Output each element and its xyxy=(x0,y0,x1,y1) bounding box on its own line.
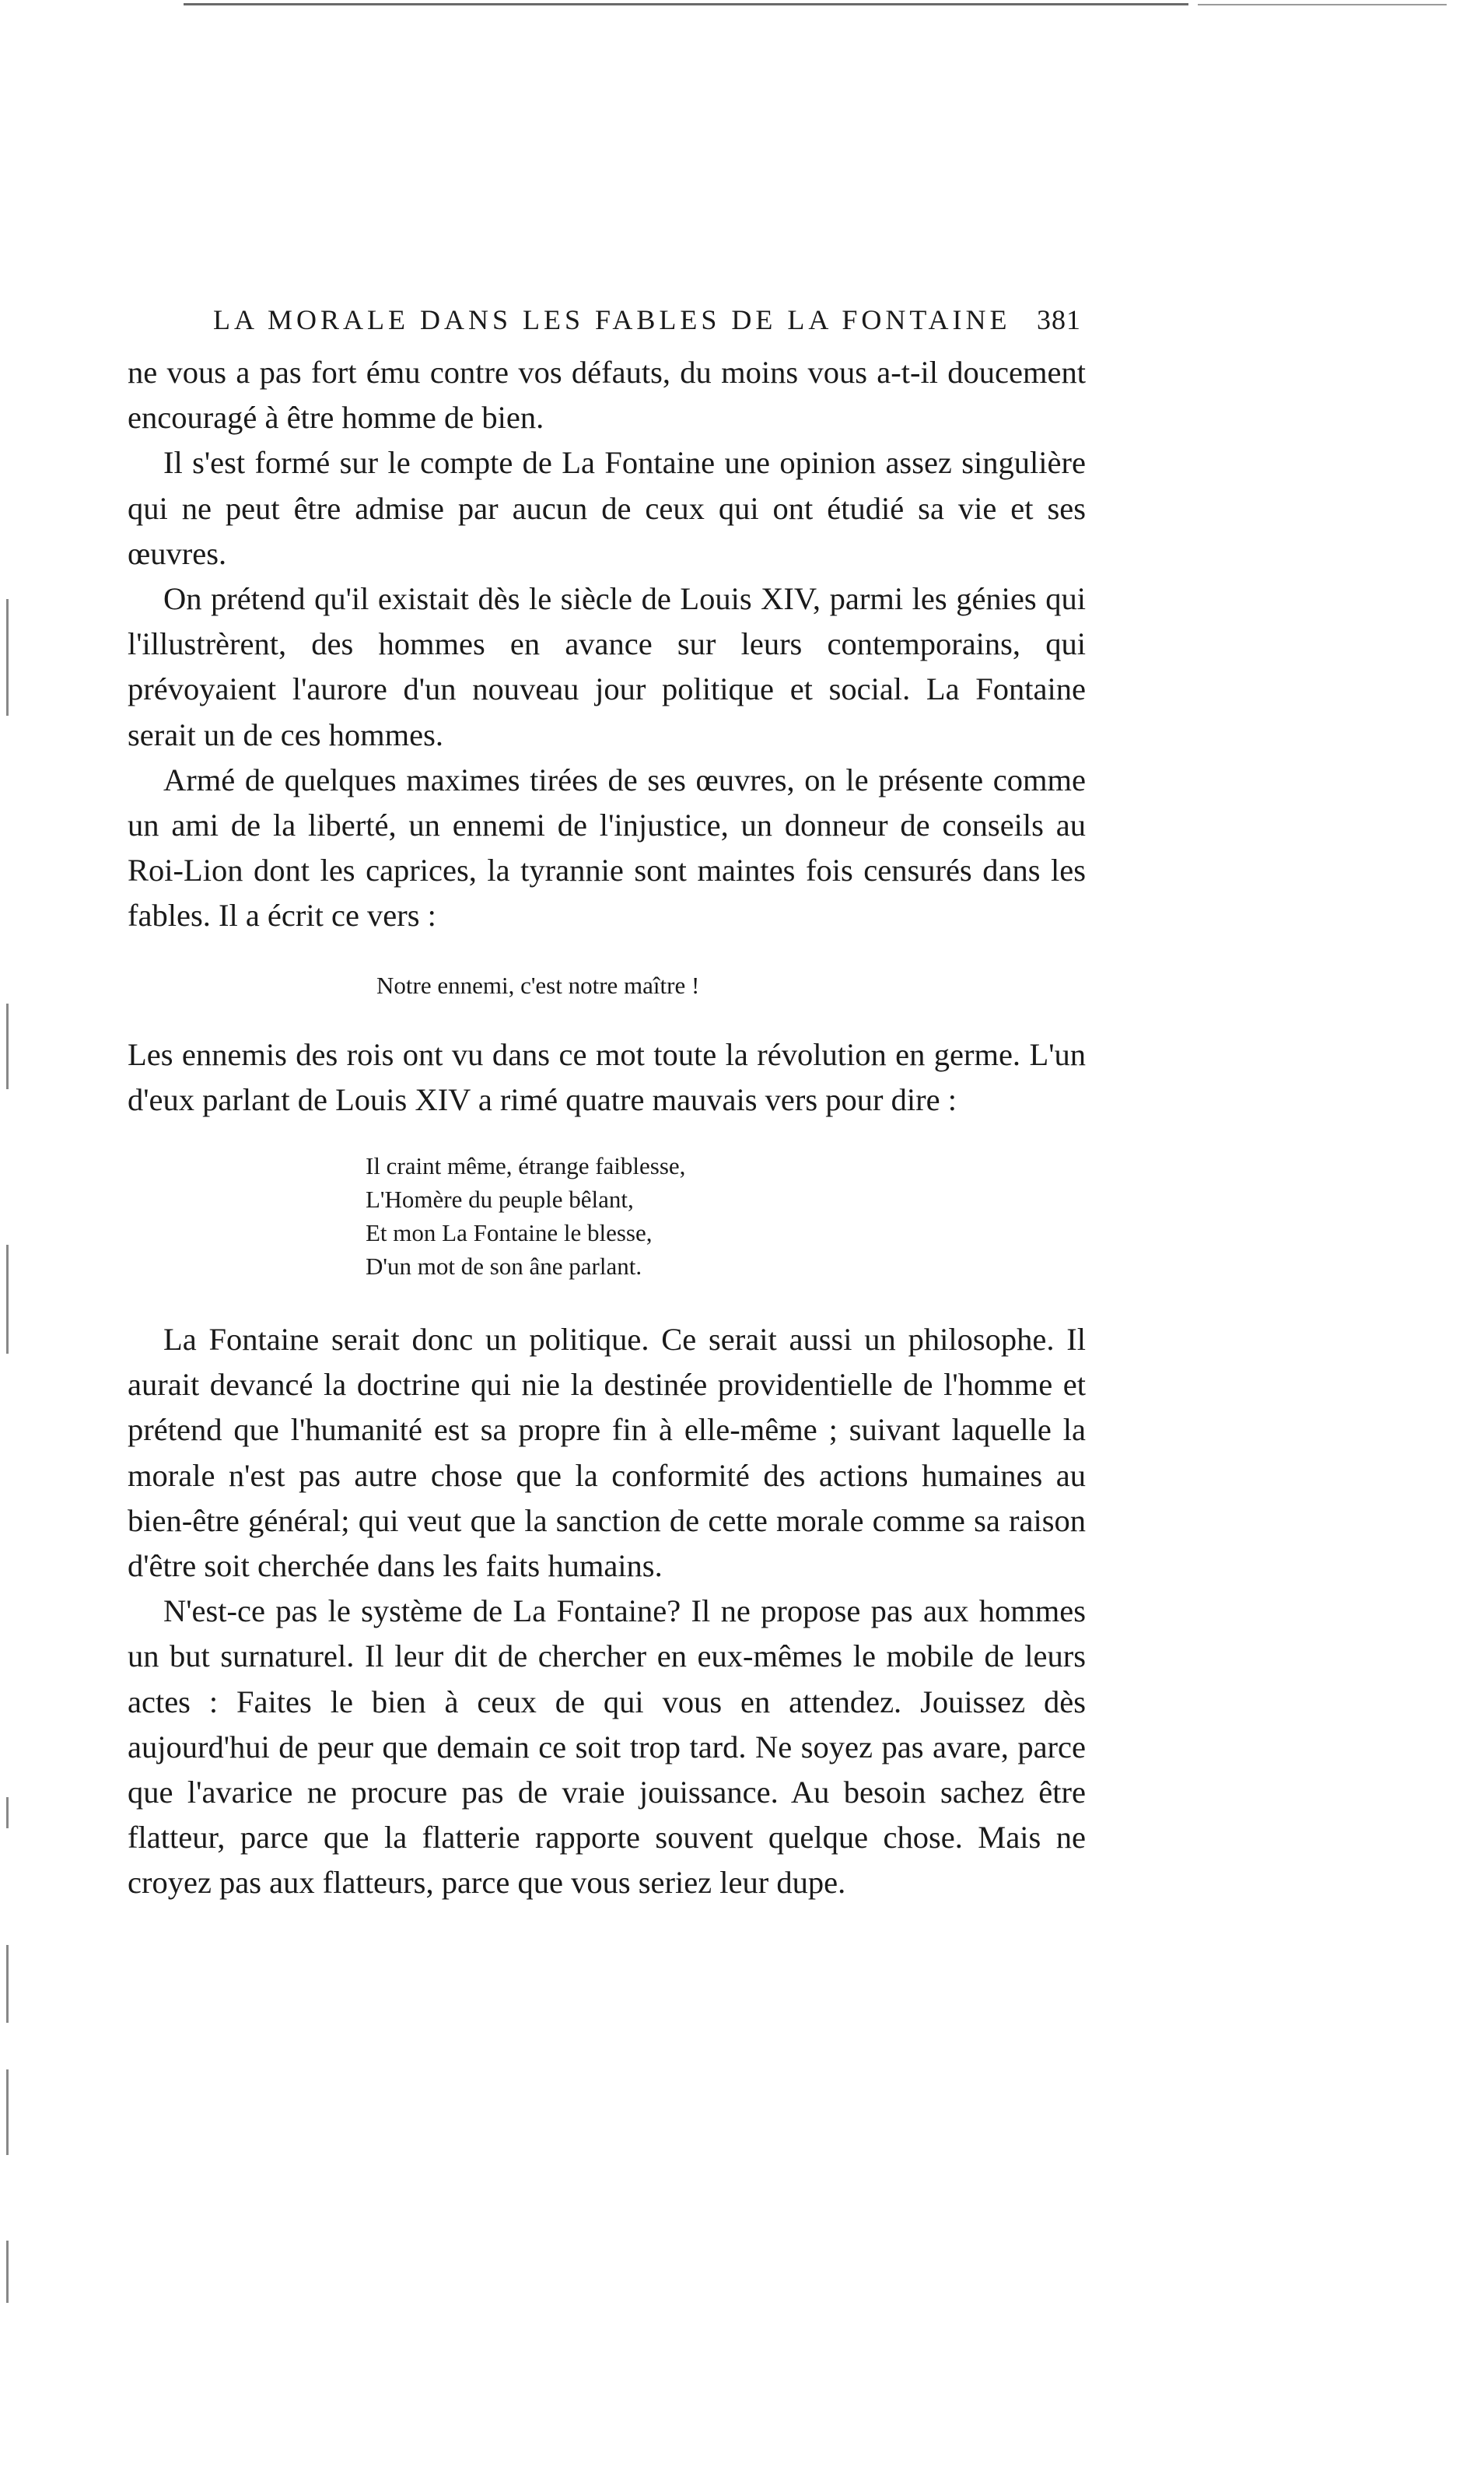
scan-margin-mark xyxy=(6,1797,9,1828)
running-head xyxy=(128,303,1086,341)
quoted-verse: Notre ennemi, c'est notre maître ! xyxy=(376,971,700,999)
paragraph: La Fontaine serait donc un politique. Ce serait aussi un philosophe. Il aurait devancé la doctrine qui nie la destinée providentielle de l'homme et prétend que l'humanité est sa propre fin à elle-même ; suivant laquelle la morale n'est pas autre chose que la conformité des actions humaines au bien-être général; qui veut que la sanction de cette morale comme sa raison d'être soit cherchée dans les faits humains. xyxy=(128,1322,1086,1584)
scan-margin-mark xyxy=(6,2069,9,2155)
scan-margin-mark xyxy=(6,1945,9,2023)
paragraph: Il s'est formé sur le compte de La Fontaine une opinion assez singulière qui ne peut être admise par aucun de ceux qui ont étudié sa vie et ses œuvres. xyxy=(128,445,1086,571)
paragraph-continued: ne vous a pas fort ému contre vos défauts, du moins vous a-t-il doucement encouragé à être homme de bien. xyxy=(128,355,1086,436)
verse-line: Et mon La Fontaine le blesse, xyxy=(366,1219,653,1247)
paragraph: Armé de quelques maximes tirées de ses œuvres, on le présente comme un ami de la liberté, un ennemi de l'injustice, un donneur de conseils au Roi-Lion dont les caprices, la tyrannie sont maintes fois censurés dans les fables. Il a écrit ce vers : xyxy=(128,762,1086,934)
running-title: LA MORALE DANS LES FABLES DE LA FONTAINE xyxy=(213,304,1011,335)
scan-top-rule-right xyxy=(1198,4,1447,5)
book-page xyxy=(128,303,1086,1906)
paragraph: On prétend qu'il existait dès le siècle de Louis XIV, parmi les génies qui l'illustrèrent, des hommes en avance sur leurs contemporains, qui prévoyaient l'aurore d'un nouveau jour politique et social. La Fontaine serait un de ces hommes. xyxy=(128,581,1086,752)
scan-margin-mark xyxy=(6,2241,9,2303)
verse-line: L'Homère du peuple bêlant, xyxy=(366,1186,634,1214)
scan-margin-mark xyxy=(6,1004,9,1089)
paragraph: Les ennemis des rois ont vu dans ce mot toute la révolution en germe. L'un d'eux parlant de Louis XIV a rimé quatre mauvais vers pour dire : xyxy=(128,1036,1086,1117)
page-number: 381 xyxy=(1037,304,1081,335)
verse-line: D'un mot de son âne parlant. xyxy=(366,1253,642,1281)
verse-block xyxy=(366,1149,1086,1283)
scan-top-rule xyxy=(184,3,1188,5)
scan-margin-mark xyxy=(6,1245,9,1354)
verse-line: Il craint même, étrange faiblesse, xyxy=(366,1152,686,1180)
paragraph: N'est-ce pas le système de La Fontaine? Il ne propose pas aux hommes un but surnaturel. Il leur dit de chercher en eux-mêmes le mobile de leurs actes : Faites le bien à ceux de qui vous en attendez. Jouissez dès aujourd'hui de peur que demain ce soit trop tard. Ne soyez pas avare, parce que l'avarice ne procure pas de vraie jouissance. Au besoin sachez être flatteur, parce que la flatterie rapporte souvent quelque chose. Mais ne croyez pas aux flatteurs, parce que vous seriez leur dupe. xyxy=(128,1593,1086,1901)
scan-margin-mark xyxy=(6,599,9,716)
